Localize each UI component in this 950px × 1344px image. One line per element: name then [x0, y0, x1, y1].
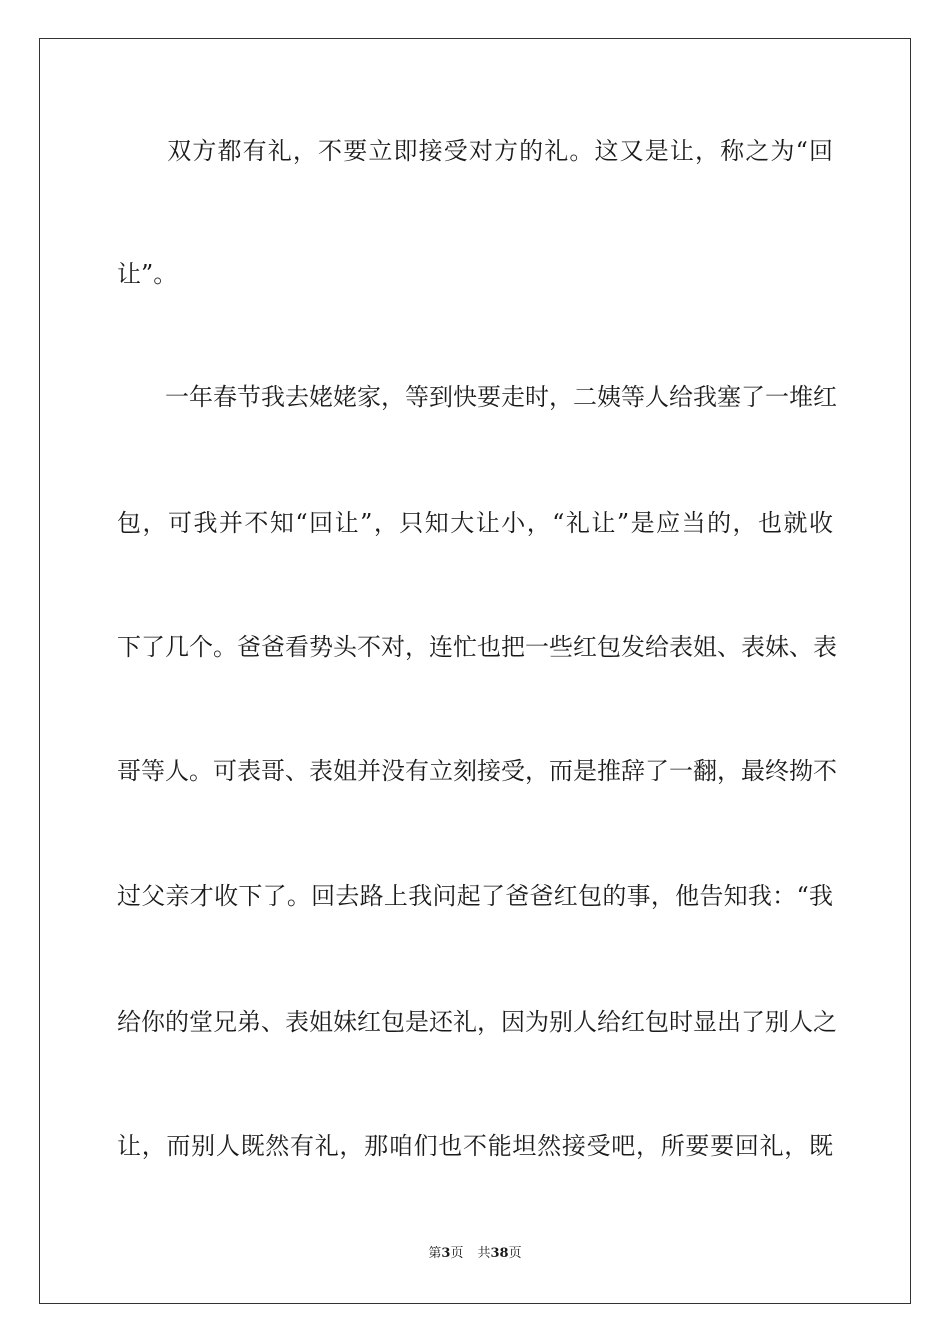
total-suffix: 页: [508, 1246, 522, 1261]
text-line: 让，而别人既然有礼，那咱们也不能坦然接受吧，所要要回礼，既: [117, 1132, 833, 1160]
text-line: 包，可我并不知“回让”，只知大让小，“礼让”是应当的，也就收: [117, 509, 833, 537]
page-border: [39, 38, 911, 1304]
page-number: 3: [441, 1246, 451, 1261]
text-line: 哥等人。可表哥、表姐并没有立刻接受，而是推辞了一翻，最终拗不: [117, 757, 837, 785]
text-line: 过父亲才收下了。回去路上我问起了爸爸红包的事，他告知我：“我: [117, 882, 833, 910]
text-line: 下了几个。爸爸看势头不对，连忙也把一些红包发给表姐、表妹、表: [117, 633, 837, 661]
text-line: 给你的堂兄弟、表姐妹红包是还礼，因为别人给红包时显出了别人之: [117, 1008, 837, 1036]
text-line: 一年春节我去姥姥家，等到快要走时，二姨等人给我塞了一堆红: [117, 383, 837, 411]
total-prefix: 共: [477, 1246, 491, 1261]
total-pages: 38: [490, 1246, 509, 1261]
text-line: 让”。: [117, 260, 178, 288]
page-prefix: 第: [428, 1246, 442, 1261]
text-line: 双方都有礼，不要立即接受对方的礼。这又是让，称之为“回: [117, 137, 833, 165]
page-suffix: 页: [450, 1246, 464, 1261]
page-footer: [0, 1245, 950, 1263]
